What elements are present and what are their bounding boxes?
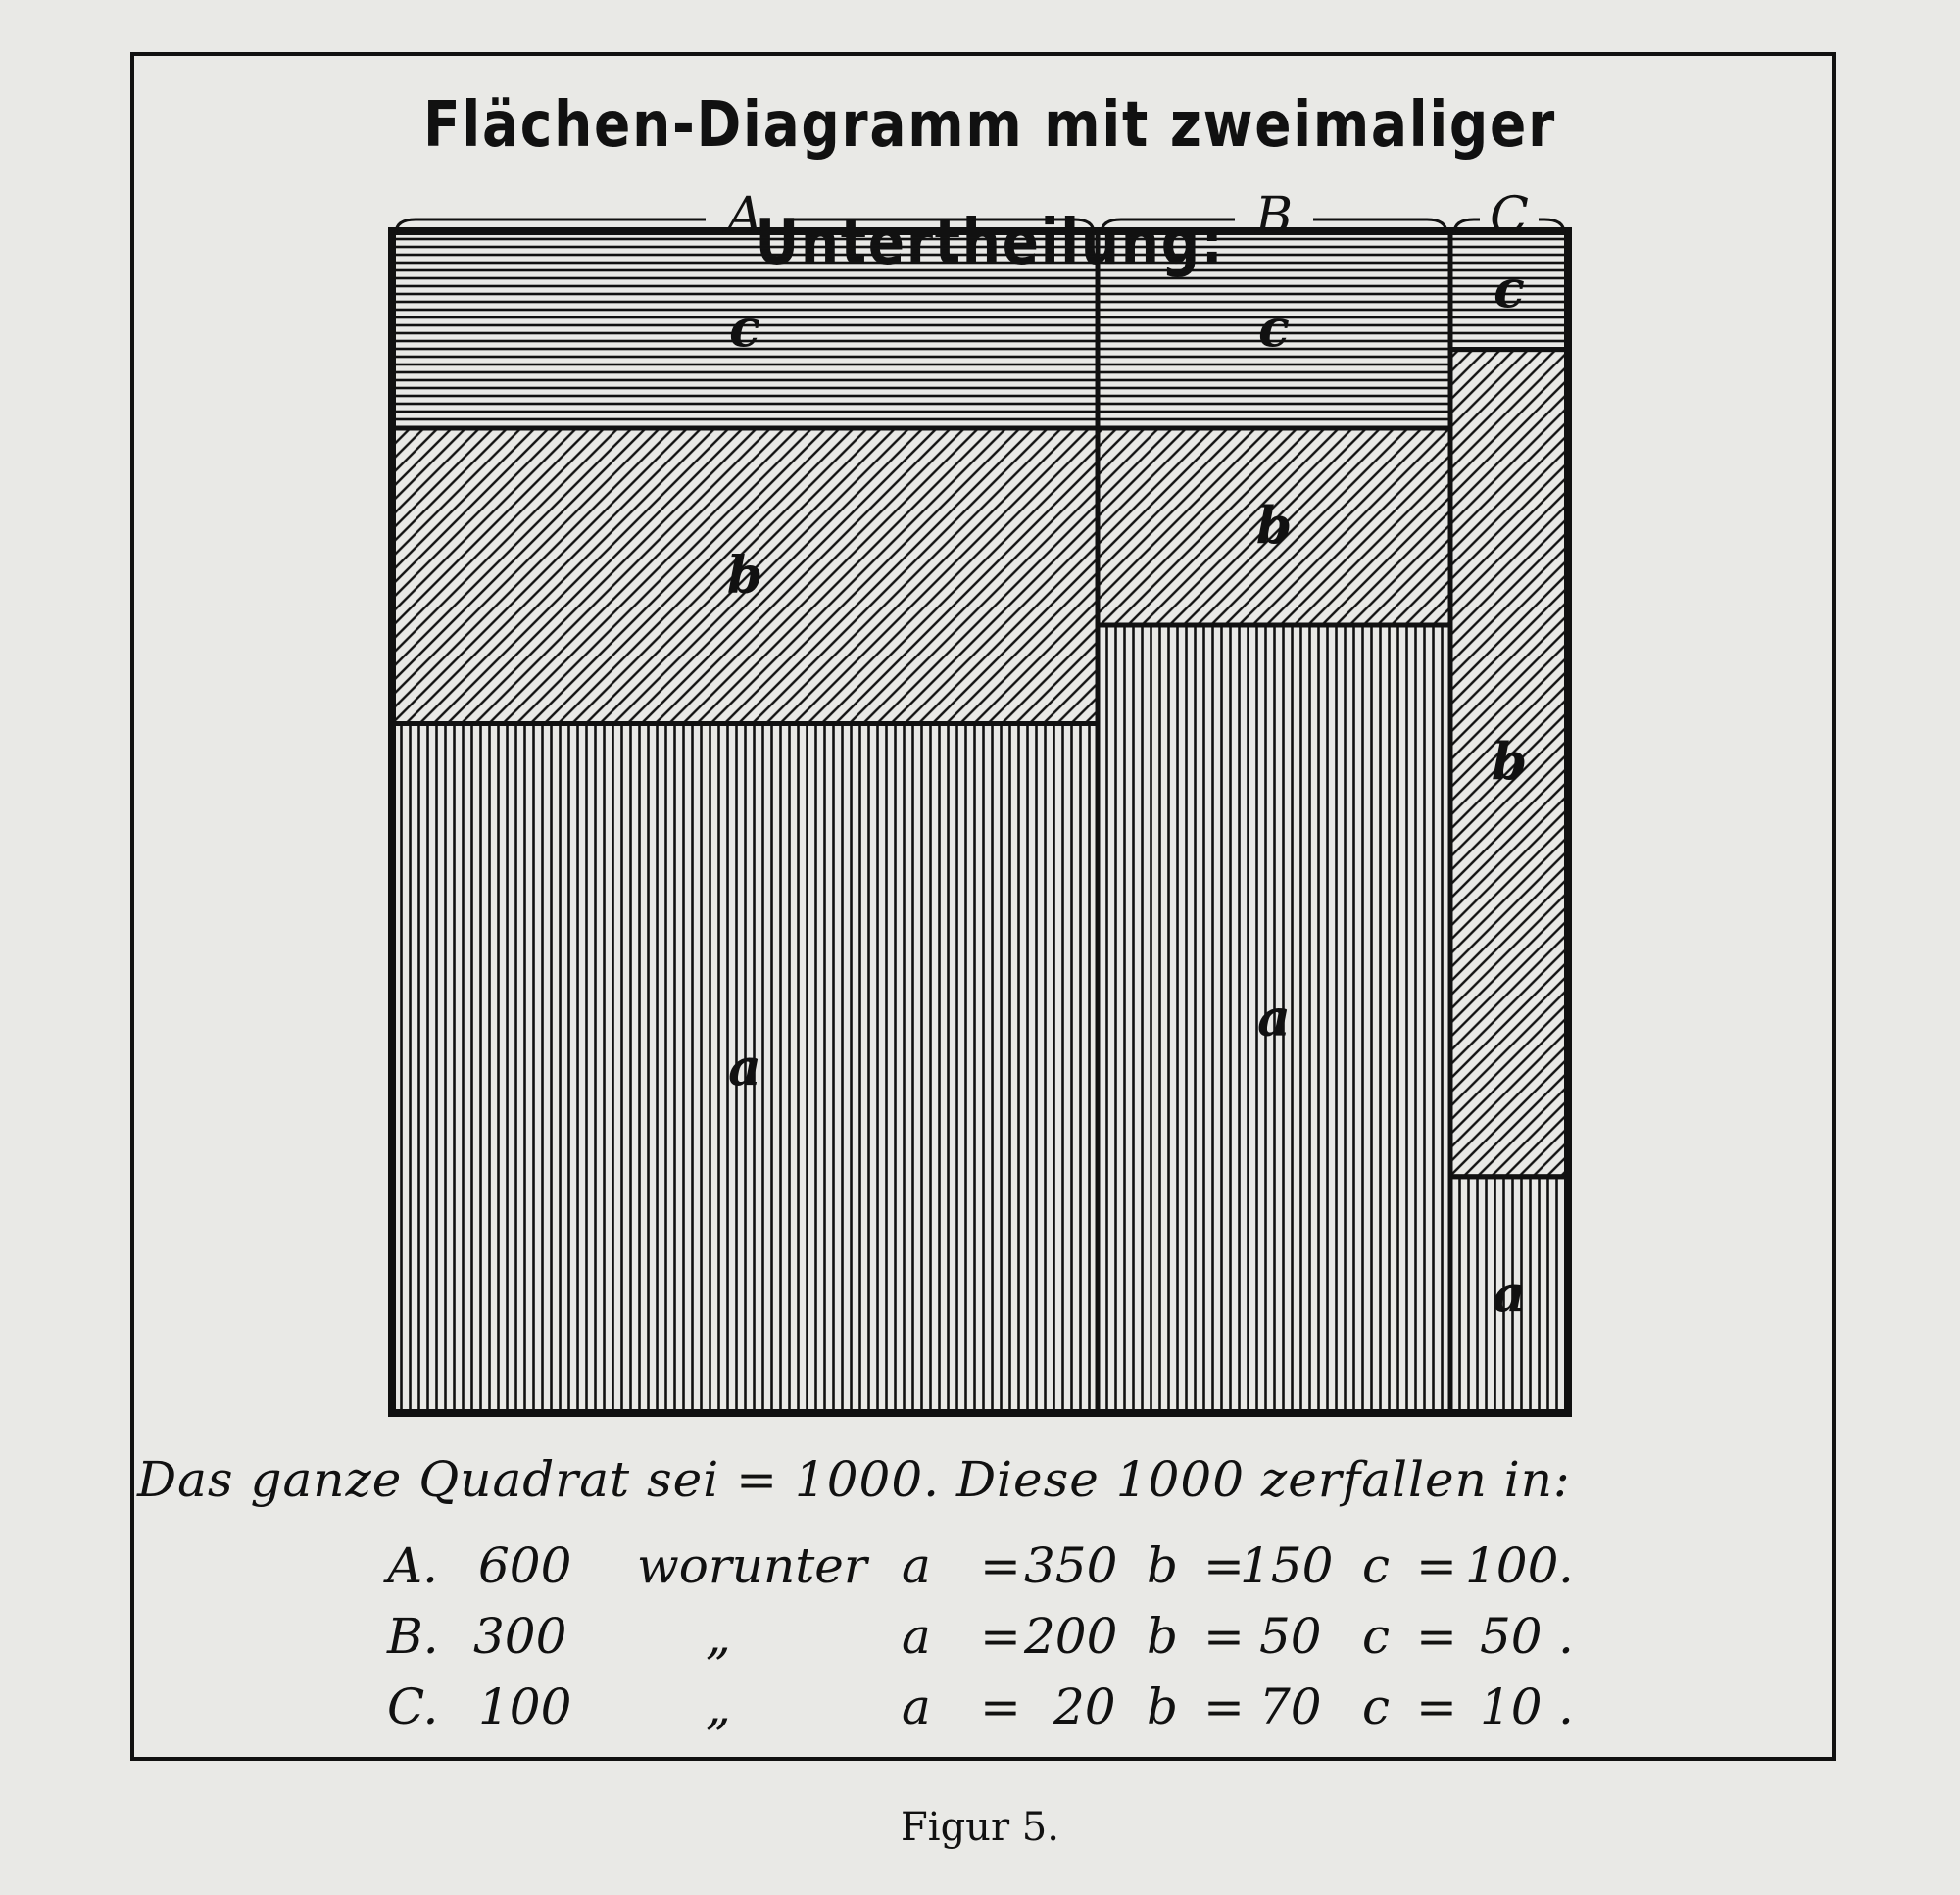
- row-a-value: 350: [1024, 1537, 1118, 1594]
- row-total: 100: [478, 1678, 572, 1735]
- row-a-label: a: [902, 1537, 931, 1594]
- row-c-eq: =: [1416, 1537, 1457, 1594]
- row-b-value: 150: [1240, 1537, 1334, 1594]
- row-total: 300: [473, 1608, 567, 1665]
- row-c-label: c: [1362, 1678, 1391, 1735]
- row-c-eq: =: [1416, 1608, 1457, 1665]
- row-c-label: c: [1362, 1537, 1391, 1594]
- row-b-label: b: [1147, 1608, 1179, 1665]
- row-end: .: [1558, 1678, 1574, 1735]
- group-label-b: B: [1254, 187, 1294, 246]
- row-qualifier: „: [706, 1608, 731, 1665]
- cell-label-a-a: a: [728, 1038, 761, 1098]
- row-end: .: [1558, 1537, 1574, 1594]
- intro-text: Das ganze Quadrat sei = 1000. Diese 1000 zerfallen in:: [137, 1451, 1571, 1508]
- cell-label-c-c: c: [1494, 260, 1525, 320]
- row-a-eq: =: [980, 1537, 1021, 1594]
- value-row-b: [0, 1602, 1960, 1671]
- row-a-label: a: [902, 1678, 931, 1735]
- row-b-eq: =: [1203, 1537, 1245, 1594]
- row-b-label: b: [1147, 1537, 1179, 1594]
- row-a-eq: =: [980, 1678, 1021, 1735]
- cell-label-c-a: a: [1493, 1264, 1526, 1325]
- value-row-c: [0, 1673, 1960, 1741]
- row-c-eq: =: [1416, 1678, 1457, 1735]
- group-label-c: C: [1490, 187, 1529, 246]
- row-c-label: c: [1362, 1608, 1391, 1665]
- row-group: A.: [387, 1537, 439, 1594]
- row-end: .: [1558, 1608, 1574, 1665]
- row-b-label: b: [1147, 1678, 1179, 1735]
- row-b-eq: =: [1203, 1678, 1245, 1735]
- cell-label-b-a: a: [1257, 989, 1291, 1048]
- row-a-value: 20: [1054, 1678, 1116, 1735]
- row-c-value: 50: [1480, 1608, 1543, 1665]
- value-row-a: [0, 1531, 1960, 1600]
- figure-caption: Figur 5.: [901, 1805, 1059, 1850]
- row-group: B.: [387, 1608, 439, 1665]
- row-b-value: 50: [1259, 1608, 1322, 1665]
- cell-label-b-c: c: [1258, 299, 1290, 360]
- chart-title: Flächen-Diagramm mit zweimaliger: [423, 89, 1556, 162]
- cell-label-b-b: b: [1255, 496, 1293, 557]
- cell-label-a-c: c: [729, 299, 760, 360]
- row-c-value: 10: [1480, 1678, 1543, 1735]
- row-total: 600: [478, 1537, 572, 1594]
- row-qualifier: „: [706, 1678, 731, 1735]
- cell-label-c-b: b: [1491, 732, 1528, 793]
- row-group: C.: [387, 1678, 439, 1735]
- row-c-value: 100: [1465, 1537, 1559, 1594]
- cell-label-a-b: b: [726, 545, 763, 606]
- row-b-value: 70: [1259, 1678, 1322, 1735]
- group-label-a: A: [726, 187, 763, 246]
- row-a-eq: =: [980, 1608, 1021, 1665]
- row-a-label: a: [902, 1608, 931, 1665]
- row-a-value: 200: [1024, 1608, 1118, 1665]
- row-b-eq: =: [1203, 1608, 1245, 1665]
- row-qualifier: worunter: [637, 1537, 867, 1594]
